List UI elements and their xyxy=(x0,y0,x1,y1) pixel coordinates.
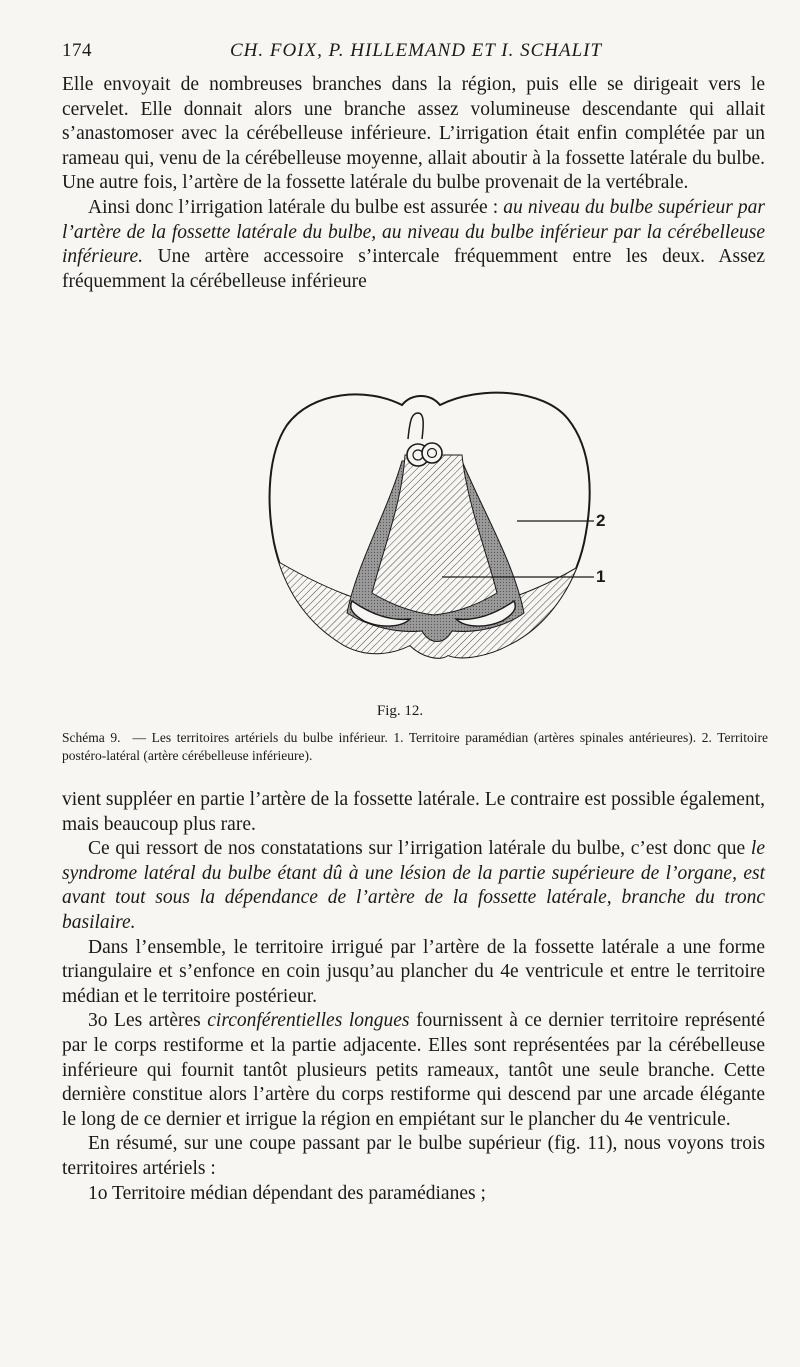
text-run: Ainsi donc l’irrigation latérale du bulbe est assurée : xyxy=(88,196,504,218)
italic-text-run: le syndrome latéral du bulbe étant dû à une lésion de la partie supérieure de l’organe, est avant tout sous la dépendance de l’artère de la fossette latérale, branche du tronc basilaire. xyxy=(62,838,765,933)
figure-label-1: 1 xyxy=(596,567,606,586)
structure-right-inner xyxy=(428,449,437,458)
running-head: CH. FOIX, P. HILLEMAND ET I. SCHALIT xyxy=(230,40,603,61)
italic-text-run: au niveau du bulbe supérieur par l’artère de la fossette latérale du bulbe, au niveau du bulbe inférieur par la cérébelleuse inférieure. xyxy=(62,196,765,268)
caption-body: — Les territoires artériels du bulbe inférieur. 1. Territoire paramédian (artères spinales antérieures). 2. Territoire postéro-latéral (artère cérébelleuse inférieure). xyxy=(62,730,768,763)
paragraph: 1o Territoire médian dépendant des paramédianes ; xyxy=(88,1182,486,1204)
text-run: Ce qui ressort de nos constatations sur l’irrigation latérale du bulbe, c’est donc que xyxy=(88,838,751,860)
text-run: 3o Les artères xyxy=(88,1010,208,1032)
text-run: fournissent à ce dernier territoire représenté par le corps restiforme et la partie adjacente. Elles sont représentées par la cérébelleuse inférieure qui fournit tantôt plusieurs petits rameaux, tantôt une seule branche. Cette dernière constitue alors l’artère du corps restiforme qui descend par une arcade élégante le long de ce dernier et irrigue la région en empiétant sur le plancher du 4e ventricule. xyxy=(62,1010,765,1130)
figure-caption xyxy=(62,729,768,765)
paragraph: vient suppléer en partie l’artère de la fossette latérale. Le contraire est possible également, mais beaucoup plus rare. xyxy=(62,789,765,835)
paragraph xyxy=(62,837,765,935)
page-number: 174 xyxy=(62,40,92,61)
bottom-text-block xyxy=(62,788,765,1206)
paragraph: En résumé, sur une coupe passant par le bulbe supérieur (fig. 11), nous voyons trois territoires artériels : xyxy=(62,1133,765,1179)
paragraph: Dans l’ensemble, le territoire irrigué par l’artère de la fossette latérale a une forme triangulaire et s’enfonce en coin jusqu’au plancher du 4e ventricule et entre le territoire médian et le territoire postérieur. xyxy=(62,936,765,1007)
paragraph xyxy=(62,1009,765,1132)
paragraph xyxy=(62,196,765,294)
caption-head: Schéma 9. xyxy=(62,730,121,745)
top-text-block xyxy=(62,73,765,294)
figure-label-2: 2 xyxy=(596,511,606,530)
italic-text-run: circonférentielles longues xyxy=(207,1010,410,1032)
page-header xyxy=(62,40,762,68)
paragraph: Elle envoyait de nombreuses branches dans la région, puis elle se dirigeait vers le cervelet. Elle donnait alors une branche assez volumineuse descendante qui allait s’anastomoser avec la cérébelleuse inférieure. L’irrigation était enfin complétée par un rameau qui, venu de la cérébelleuse moyenne, allait aboutir à la fossette latérale du bulbe. Une autre fois, l’artère de la fossette latérale du bulbe provenait de la vertébrale. xyxy=(62,74,765,194)
medulla-section-diagram xyxy=(262,383,622,693)
figure-number: Fig. 12. xyxy=(376,703,424,719)
text-run: Une artère accessoire s’intercale fréquemment entre les deux. Assez fréquemment la cérébelleuse inférieure xyxy=(62,246,765,292)
